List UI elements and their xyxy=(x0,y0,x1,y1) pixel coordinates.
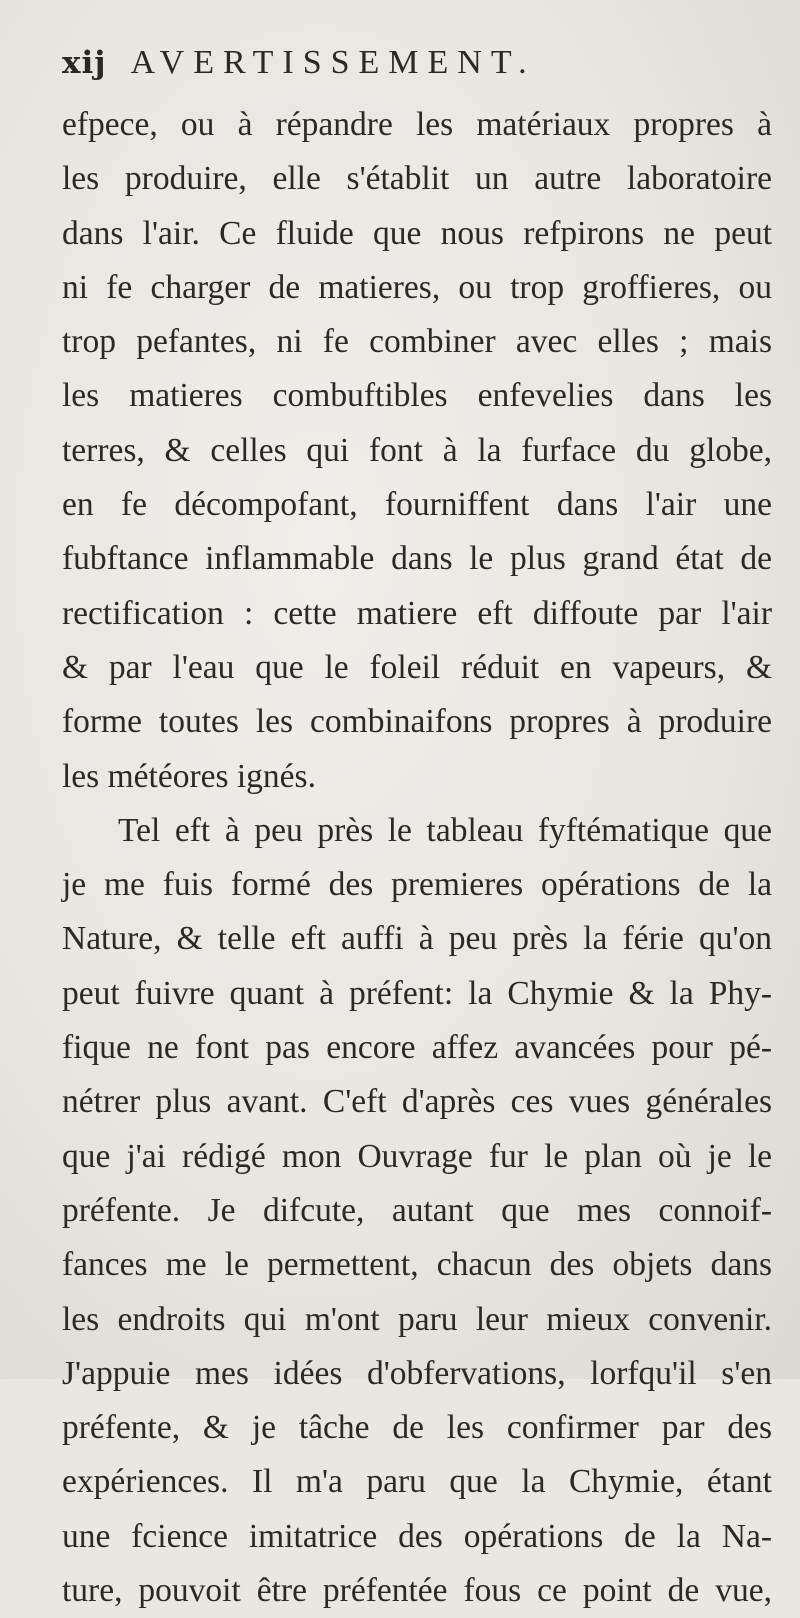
paragraph-2 xyxy=(62,804,772,1618)
page-header xyxy=(62,44,762,94)
text-line: rectification : cette matiere eft diffoute par l'air xyxy=(62,594,772,632)
page-number: xij xyxy=(62,45,107,81)
text-line: fances me le permettent, chacun des objets dans xyxy=(62,1246,772,1284)
text-line: Tel eft à peu près le tableau fyftématique que xyxy=(118,811,772,849)
body-text xyxy=(62,98,772,1618)
text-line: dans l'air. Ce fluide que nous refpirons ne peut xyxy=(62,214,772,252)
text-line: que j'ai rédigé mon Ouvrage fur le plan où je le xyxy=(62,1137,772,1175)
text-line: forme toutes les combinaifons propres à produire xyxy=(62,703,772,741)
text-line: les produire, elle s'établit un autre laboratoire xyxy=(62,160,772,198)
text-line: préfente. Je difcute, autant que mes connoif- xyxy=(62,1191,772,1229)
paragraph-1 xyxy=(62,98,772,804)
text-line: expériences. Il m'a paru que la Chymie, étant xyxy=(62,1463,772,1501)
text-line: préfente, & je tâche de les confirmer par des xyxy=(62,1409,772,1447)
text-line: ture, pouvoit être préfentée fous ce point de vue, xyxy=(62,1572,772,1610)
text-line: les météores ignés. xyxy=(62,757,316,795)
text-line: & par l'eau que le foleil réduit en vapeurs, & xyxy=(62,648,772,686)
text-line: les endroits qui m'ont paru leur mieux convenir. xyxy=(62,1300,772,1338)
text-line: les matieres combuftibles enfevelies dans les xyxy=(62,377,772,415)
text-line: fique ne font pas encore affez avancées pour pé- xyxy=(62,1029,772,1067)
text-line: une fcience imitatrice des opérations de la Na- xyxy=(62,1517,772,1555)
text-line: en fe décompofant, fourniffent dans l'air une xyxy=(62,486,772,524)
text-line: trop pefantes, ni fe combiner avec elles ; mais xyxy=(62,323,772,361)
text-line: ni fe charger de matieres, ou trop groffieres, ou xyxy=(62,268,772,306)
text-line: peut fuivre quant à préfent: la Chymie & la Phy- xyxy=(62,974,772,1012)
text-line: fubftance inflammable dans le plus grand état de xyxy=(62,540,772,578)
text-line: nétrer plus avant. C'eft d'après ces vues générales xyxy=(62,1083,772,1121)
text-line: Nature, & telle eft auffi à peu près la férie qu'on xyxy=(62,920,772,958)
text-line: je me fuis formé des premieres opérations de la xyxy=(62,866,772,904)
text-line: J'appuie mes idées d'obfervations, lorfqu'il s'en xyxy=(62,1354,772,1392)
text-line: terres, & celles qui font à la furface du globe, xyxy=(62,431,772,469)
running-title: AVERTISSEMENT. xyxy=(130,44,536,81)
text-line: efpece, ou à répandre les matériaux propres à xyxy=(62,106,772,143)
